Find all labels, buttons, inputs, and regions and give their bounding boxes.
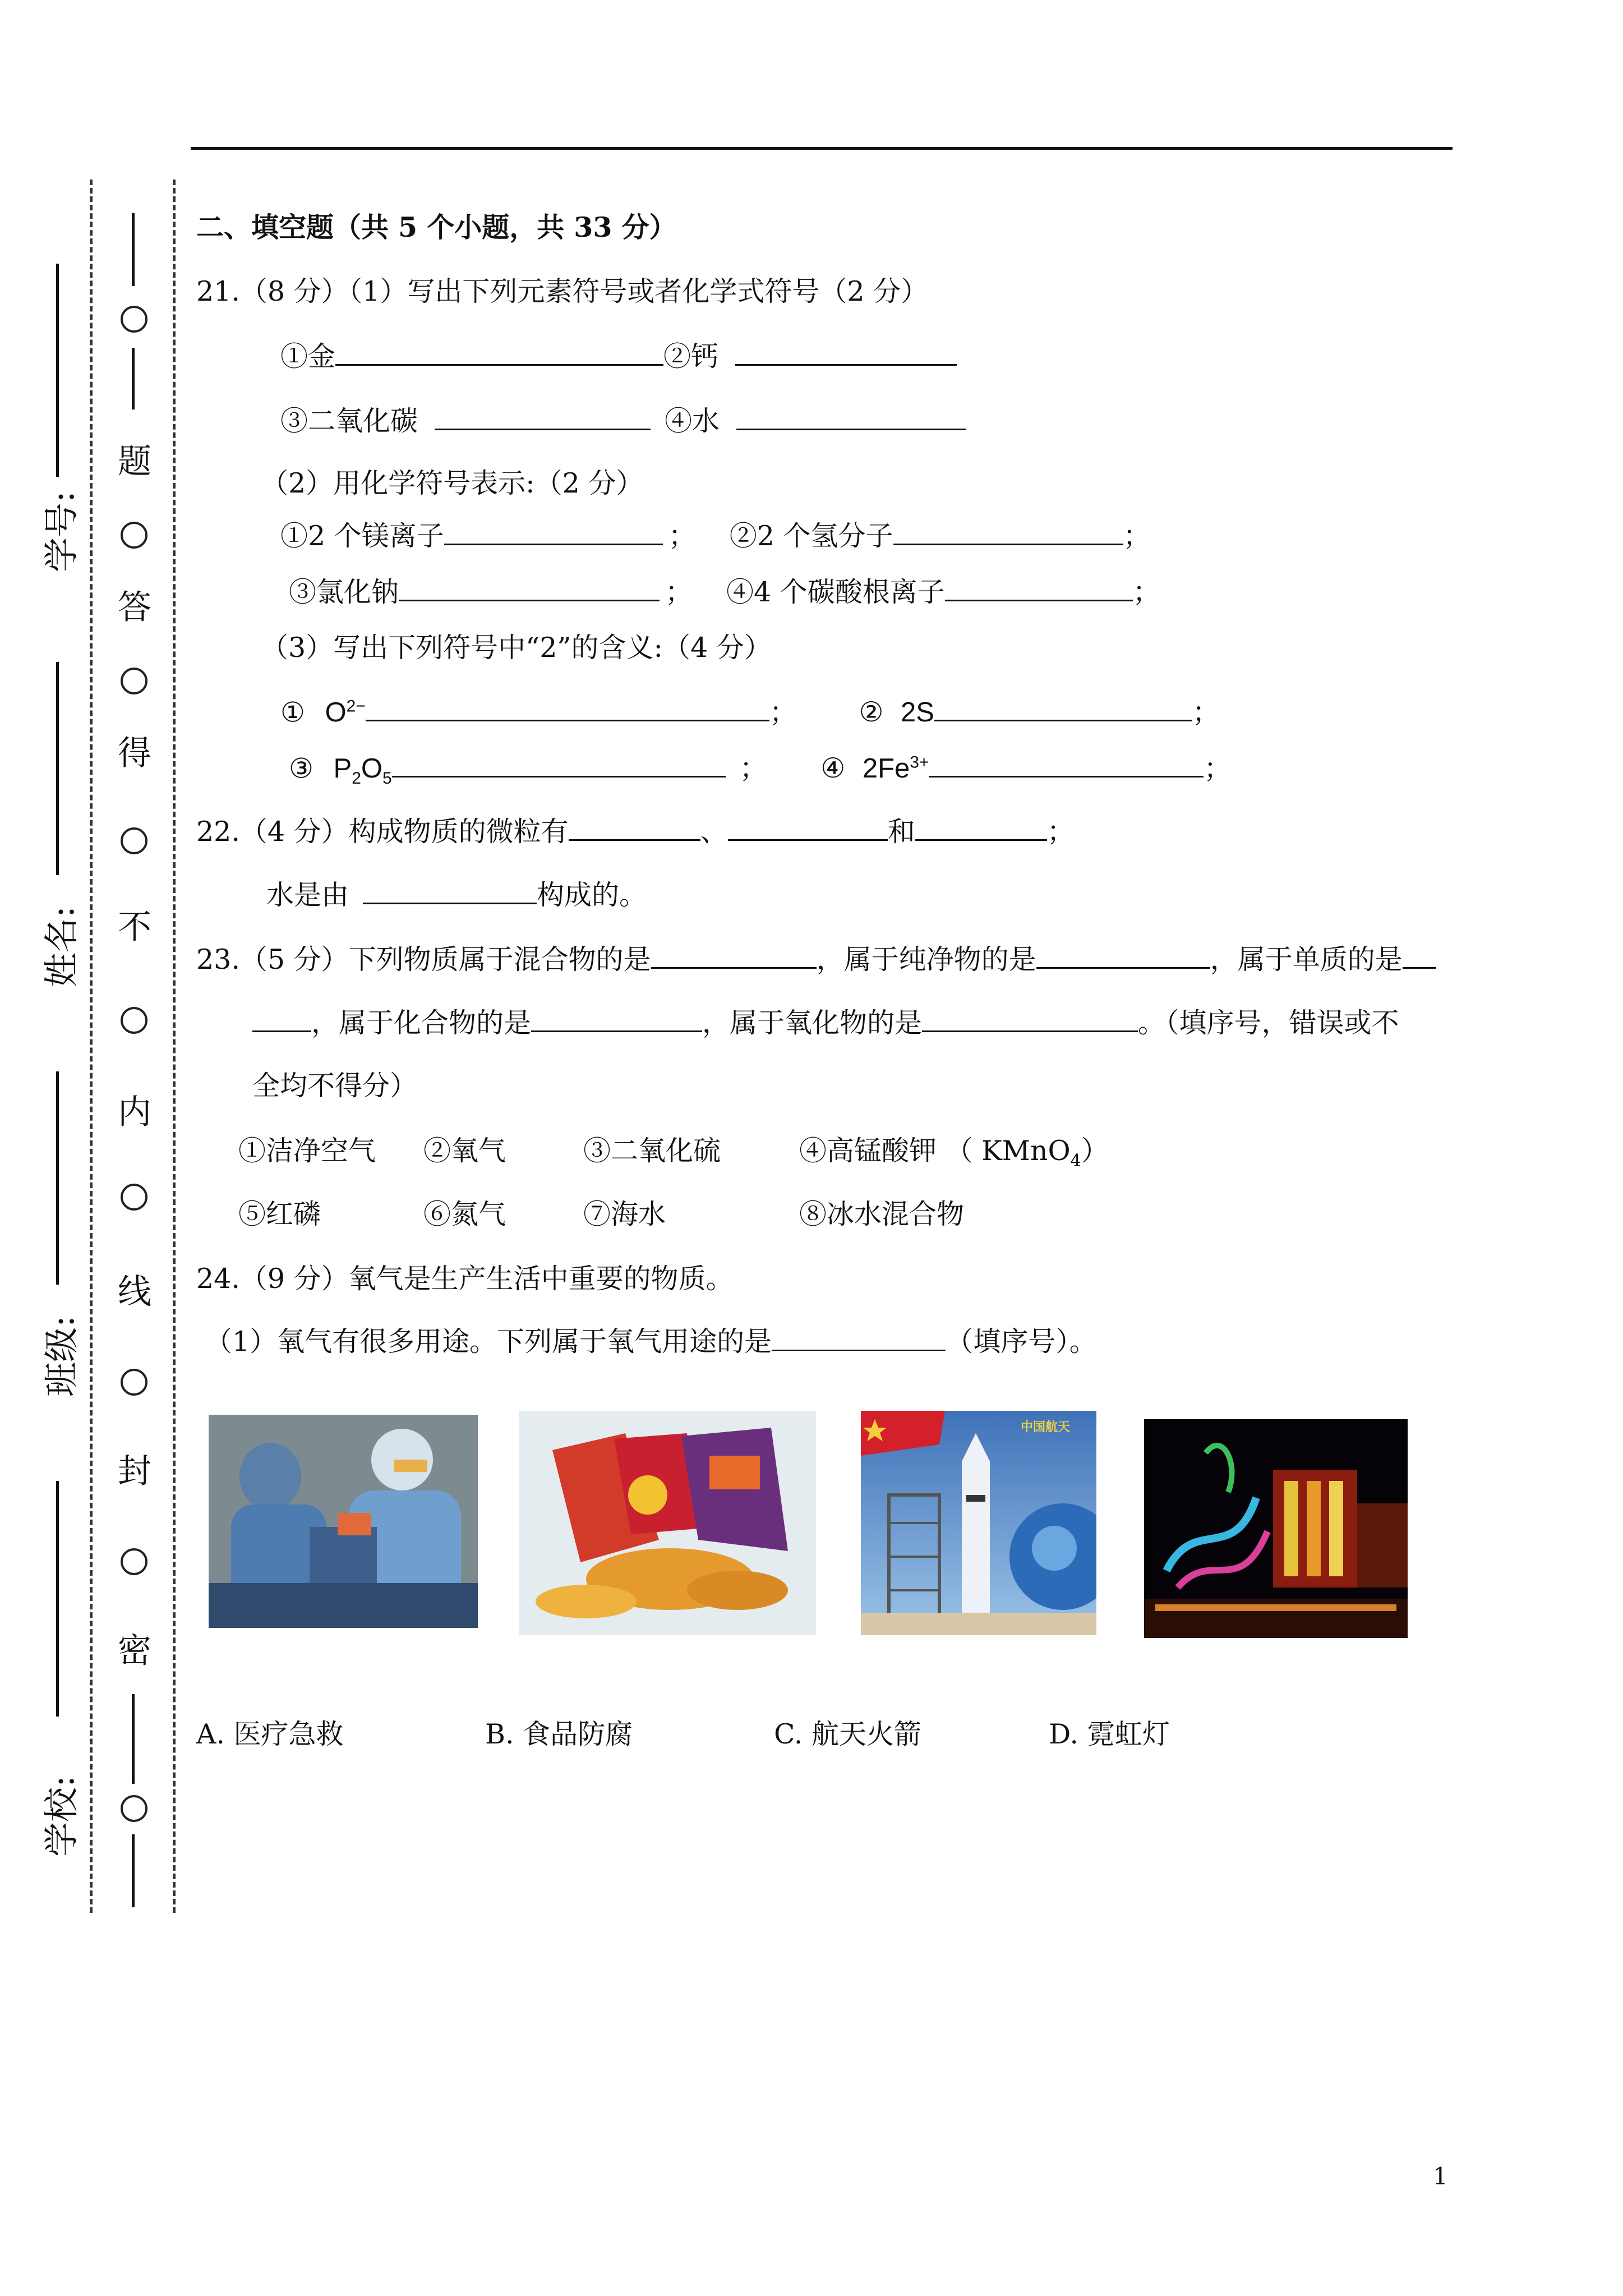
seal-circle bbox=[121, 1007, 147, 1034]
q24-p1 bbox=[205, 1325, 1097, 1359]
q21-p2-d-label: ④4 个碳酸根离子 bbox=[726, 576, 945, 608]
answer-blank[interactable] bbox=[252, 1006, 311, 1032]
seal-line-top bbox=[132, 213, 135, 286]
q23-tail: 。（填序号，错误或不 bbox=[1138, 1007, 1399, 1039]
q24-choice-b: B. 食品防腐 bbox=[485, 1718, 633, 1750]
binding-field-name: 姓名: bbox=[41, 906, 82, 987]
q21-p2-row2 bbox=[289, 575, 1160, 609]
q24-choice-c: C. 航天火箭 bbox=[774, 1718, 921, 1750]
semicolon: ； bbox=[1123, 520, 1151, 552]
answer-blank[interactable] bbox=[915, 815, 1047, 841]
semicolon: ； bbox=[1132, 576, 1160, 608]
answer-blank[interactable] bbox=[444, 519, 663, 545]
q21-p3-head: （3）写出下列符号中“2”的含义:（4 分） bbox=[261, 632, 772, 664]
q22-line2 bbox=[266, 878, 647, 912]
binding-line-student-id bbox=[56, 264, 59, 477]
q23-line1 bbox=[196, 942, 1436, 977]
q24-choice-d: D. 霓虹灯 bbox=[1049, 1718, 1170, 1750]
q21-p1-b-label: ②钙 bbox=[663, 341, 719, 372]
q21-p3-d-symbol: $2Fe^{3+}$ bbox=[862, 753, 929, 784]
q21-p3-row1 bbox=[280, 690, 1220, 729]
rocket-caption: 中国航天 bbox=[1021, 1420, 1071, 1434]
semicolon: ； bbox=[668, 520, 696, 552]
neon-light-photo bbox=[1144, 1419, 1408, 1638]
answer-blank[interactable] bbox=[735, 339, 957, 366]
neon-lights-illustration bbox=[1144, 1419, 1408, 1638]
semicolon: ； bbox=[1192, 696, 1220, 729]
q21-p3-b-num: ② bbox=[859, 696, 884, 729]
answer-blank[interactable] bbox=[363, 878, 537, 904]
seal-circle bbox=[121, 1184, 147, 1211]
q23-compound: ，属于化合物的是 bbox=[311, 1007, 532, 1039]
binding-dashed-line-left bbox=[90, 180, 93, 1913]
answer-blank[interactable] bbox=[531, 1006, 702, 1032]
q21-p2-a-label: ①2 个镁离子 bbox=[280, 520, 444, 552]
q23-line2 bbox=[252, 1006, 1399, 1040]
q21-p1-row2 bbox=[280, 404, 966, 438]
food-preservation-photo bbox=[519, 1411, 816, 1635]
q22-head: 22.（4 分）构成物质的微粒有 bbox=[196, 816, 569, 848]
answer-blank[interactable] bbox=[772, 1328, 946, 1351]
answer-blank[interactable] bbox=[651, 942, 817, 969]
medical-rescue-photo bbox=[209, 1415, 478, 1628]
seal-circle bbox=[121, 1369, 147, 1396]
q24-choice-a: A. 医疗急救 bbox=[196, 1718, 344, 1750]
answer-blank[interactable] bbox=[335, 339, 663, 366]
q22-he: 和 bbox=[887, 816, 915, 848]
seal-line bbox=[132, 1694, 135, 1784]
q22-line2-b: 构成的。 bbox=[537, 879, 647, 911]
semicolon: ； bbox=[1204, 752, 1232, 785]
seal-char-mi: 密 bbox=[112, 1632, 151, 1666]
seal-char-xian: 线 bbox=[112, 1273, 151, 1307]
q23-option: ③二氧化硫 bbox=[583, 1135, 721, 1167]
binding-line-school bbox=[56, 1481, 59, 1717]
binding-field-student-id: 学号: bbox=[41, 491, 82, 572]
answer-blank[interactable] bbox=[1036, 942, 1210, 969]
q24-p1-text: （1）氧气有很多用途。下列属于氧气用途的是 bbox=[205, 1326, 772, 1358]
q21-p3-d-num: ④ bbox=[820, 752, 846, 785]
q22-line1 bbox=[196, 815, 1075, 849]
answer-blank[interactable] bbox=[569, 815, 700, 841]
q22-sep: 、 bbox=[700, 816, 728, 848]
q23-elem: ，属于单质的是 bbox=[1210, 944, 1403, 976]
semicolon: ； bbox=[739, 752, 767, 785]
q23-pure: ，属于纯净物的是 bbox=[816, 944, 1036, 976]
seal-char-feng: 封 bbox=[112, 1453, 151, 1487]
q22-line2-a: 水是由 bbox=[266, 879, 349, 911]
seal-char-bu: 不 bbox=[112, 909, 151, 942]
q21-p2-c-label: ③氯化钠 bbox=[289, 576, 399, 608]
q21-p3-a-symbol: $O^{2-}$ bbox=[325, 697, 366, 728]
rocket-launch-illustration bbox=[861, 1411, 1096, 1635]
seal-char-de: 得 bbox=[112, 735, 151, 769]
answer-blank[interactable] bbox=[366, 695, 769, 721]
seal-char-ti: 题 bbox=[112, 443, 151, 477]
answer-blank[interactable] bbox=[435, 404, 651, 430]
q23-option: ⑦海水 bbox=[583, 1198, 666, 1230]
binding-field-school: 学校: bbox=[41, 1775, 82, 1857]
seal-line-bottom bbox=[132, 1834, 135, 1907]
q21-p1-d-label: ④水 bbox=[665, 405, 720, 437]
binding-field-class: 班级: bbox=[41, 1315, 82, 1397]
q23-option: ①洁净空气 bbox=[238, 1135, 376, 1167]
binding-line-name bbox=[56, 662, 59, 875]
binding-line-class bbox=[56, 1071, 59, 1285]
semicolon: ； bbox=[1046, 816, 1075, 848]
q21-p2-b-label: ②2 个氢分子 bbox=[729, 520, 893, 552]
seal-line bbox=[132, 348, 135, 409]
answer-blank[interactable] bbox=[945, 575, 1133, 601]
space-rocket-photo bbox=[861, 1411, 1096, 1635]
answer-blank[interactable] bbox=[736, 404, 966, 430]
answer-blank[interactable] bbox=[929, 751, 1204, 777]
top-rule bbox=[191, 147, 1453, 150]
q21-p3-row2 bbox=[289, 746, 1231, 795]
q21-p3-c-symbol: $P_2O_5$ bbox=[333, 753, 392, 788]
q21-p3-a-num: ① bbox=[280, 696, 305, 729]
seal-circle bbox=[121, 827, 147, 854]
answer-blank[interactable] bbox=[399, 575, 660, 601]
answer-blank[interactable] bbox=[728, 815, 888, 841]
semicolon: ； bbox=[769, 696, 797, 729]
seal-char-nei: 内 bbox=[112, 1094, 151, 1128]
q23-option: ⑤红磷 bbox=[238, 1198, 321, 1230]
q21-p1-row1 bbox=[280, 339, 957, 374]
seal-circle bbox=[121, 668, 147, 694]
seal-circle bbox=[121, 1795, 147, 1822]
answer-blank[interactable] bbox=[893, 519, 1123, 545]
q23-option-kmno4: ④高锰酸钾 （ KMnO$_4$） bbox=[799, 1135, 1109, 1171]
seal-circle bbox=[121, 306, 147, 333]
seal-char-da: 答 bbox=[112, 589, 151, 623]
surgeons-illustration bbox=[209, 1415, 478, 1628]
q23-tail2: 全均不得分） bbox=[252, 1070, 418, 1102]
q24-p1-tail: （填序号）。 bbox=[946, 1326, 1097, 1358]
q23-option: ⑧冰水混合物 bbox=[799, 1198, 965, 1230]
answer-blank[interactable] bbox=[934, 695, 1192, 721]
seal-circle bbox=[121, 522, 147, 549]
q21-p2-row1 bbox=[280, 519, 1151, 553]
q21-p1-a-label: ①金 bbox=[280, 341, 336, 372]
seal-circle bbox=[121, 1548, 147, 1575]
q23-option: ②氧气 bbox=[423, 1135, 506, 1167]
page-number: 1 bbox=[1433, 2162, 1448, 2190]
q23-option: ⑥氮气 bbox=[423, 1198, 506, 1230]
binding-dashed-line-right bbox=[173, 180, 176, 1913]
section-title: 二、填空题（共 5 个小题，共 33 分） bbox=[196, 211, 677, 243]
q24-head: 24.（9 分）氧气是生产生活中重要的物质。 bbox=[196, 1263, 734, 1295]
q23-head: 23.（5 分）下列物质属于混合物的是 bbox=[196, 944, 651, 976]
semicolon: ； bbox=[665, 576, 693, 608]
snack-bags-illustration bbox=[519, 1411, 816, 1635]
q21-head: 21.（8 分）（1）写出下列元素符号或者化学式符号（2 分） bbox=[196, 275, 929, 307]
answer-blank[interactable] bbox=[922, 1006, 1138, 1032]
q21-p3-c-num: ③ bbox=[289, 752, 313, 785]
answer-blank[interactable] bbox=[392, 751, 726, 777]
answer-blank[interactable] bbox=[1403, 942, 1436, 969]
q23-oxide: ，属于氧化物的是 bbox=[702, 1007, 923, 1039]
q21-p1-c-label: ③二氧化碳 bbox=[280, 405, 418, 437]
q21-p2-head: （2）用化学符号表示:（2 分） bbox=[261, 467, 644, 499]
q21-p3-b-symbol: 2S bbox=[900, 697, 934, 728]
